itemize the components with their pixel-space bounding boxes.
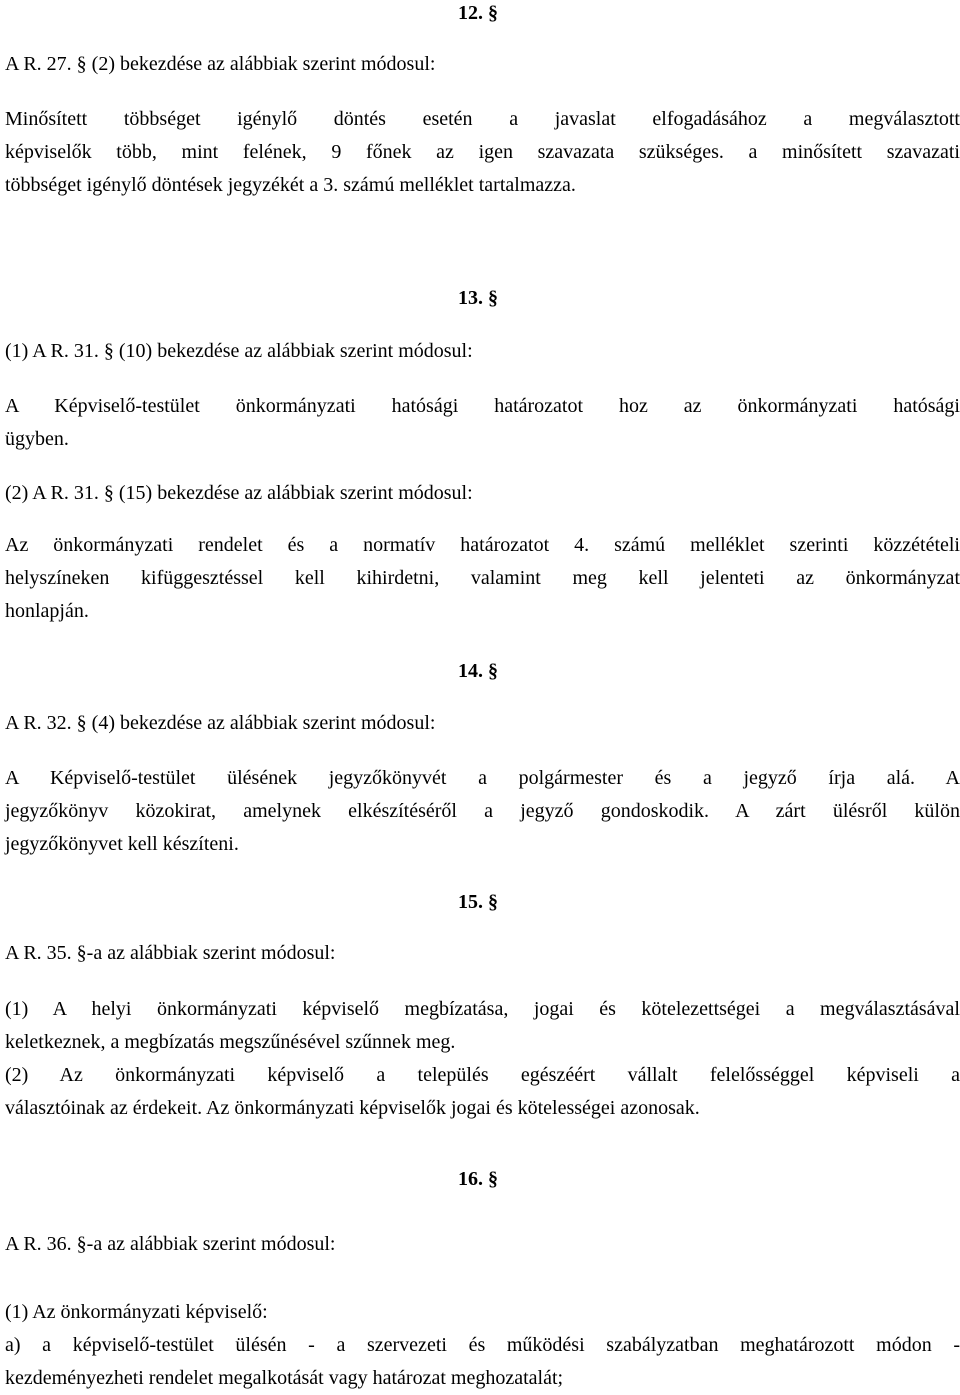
paragraph-line: A Képviselő-testület önkormányzati hatósági határozatot hoz az önkormányzati hatósági	[5, 395, 960, 417]
paragraph-line: ügyben.	[5, 428, 69, 450]
paragraph-line: (1) Az önkormányzati képviselő:	[5, 1301, 268, 1323]
paragraph-line: többséget igénylő döntések jegyzékét a 3. számú melléklet tartalmazza.	[5, 174, 576, 196]
section-intro-13-1: (1) A R. 31. § (10) bekezdése az alábbiak szerint módosul:	[5, 340, 473, 362]
section-heading-16: 16. §	[458, 1168, 498, 1190]
paragraph-14-1	[5, 762, 960, 861]
paragraph-line: honlapján.	[5, 600, 89, 622]
paragraph-line: (2) Az önkormányzati képviselő a település egészéért vállalt felelősséggel képviseli a	[5, 1064, 960, 1086]
paragraph-line: jegyzőkönyv közokirat, amelynek elkészítéséről a jegyző gondoskodik. A zárt ülésről külön	[5, 800, 960, 822]
paragraph-12-1	[5, 103, 960, 202]
paragraph-line: kezdeményezheti rendelet megalkotását vagy határozat meghozatalát;	[5, 1367, 564, 1389]
section-intro-15: A R. 35. §-a az alábbiak szerint módosul:	[5, 942, 336, 964]
paragraph-line: (1) A helyi önkormányzati képviselő megbízatása, jogai és kötelezettségei a megválasztásával	[5, 998, 960, 1020]
paragraph-line: a) a képviselő-testület ülésén - a szervezeti és működési szabályzatban meghatározott módon -	[5, 1334, 960, 1356]
paragraph-line: jegyzőkönyvet kell készíteni.	[5, 833, 239, 855]
paragraph-line: Az önkormányzati rendelet és a normatív határozatot 4. számú melléklet szerinti közzétételi	[5, 534, 960, 556]
section-intro-12: A R. 27. § (2) bekezdése az alábbiak szerint módosul:	[5, 53, 436, 75]
paragraph-15-1	[5, 993, 960, 1125]
paragraph-line: helyszíneken kifüggesztéssel kell kihirdetni, valamint meg kell jelenteti az önkormányzat	[5, 567, 960, 589]
section-heading-13: 13. §	[458, 287, 498, 309]
section-heading-14: 14. §	[458, 660, 498, 682]
paragraph-line: választóinak az érdekeit. Az önkormányzati képviselők jogai és kötelességei azonosak.	[5, 1097, 700, 1119]
section-heading-12: 12. §	[458, 2, 498, 24]
paragraph-16-1	[5, 1296, 960, 1395]
paragraph-line: A Képviselő-testület ülésének jegyzőkönyvét a polgármester és a jegyző írja alá. A	[5, 767, 960, 789]
paragraph-line: Minősített többséget igénylő döntés esetén a javaslat elfogadásához a megválasztott	[5, 108, 960, 130]
paragraph-line: keletkeznek, a megbízatás megszűnésével szűnnek meg.	[5, 1031, 456, 1053]
section-intro-16: A R. 36. §-a az alábbiak szerint módosul:	[5, 1233, 336, 1255]
paragraph-line: képviselők több, mint felének, 9 főnek az igen szavazata szükséges. a minősített szavazati	[5, 141, 960, 163]
section-intro-13-2: (2) A R. 31. § (15) bekezdése az alábbiak szerint módosul:	[5, 482, 473, 504]
section-heading-15: 15. §	[458, 891, 498, 913]
paragraph-13-1	[5, 390, 960, 456]
section-intro-14: A R. 32. § (4) bekezdése az alábbiak szerint módosul:	[5, 712, 436, 734]
paragraph-13-2	[5, 529, 960, 628]
